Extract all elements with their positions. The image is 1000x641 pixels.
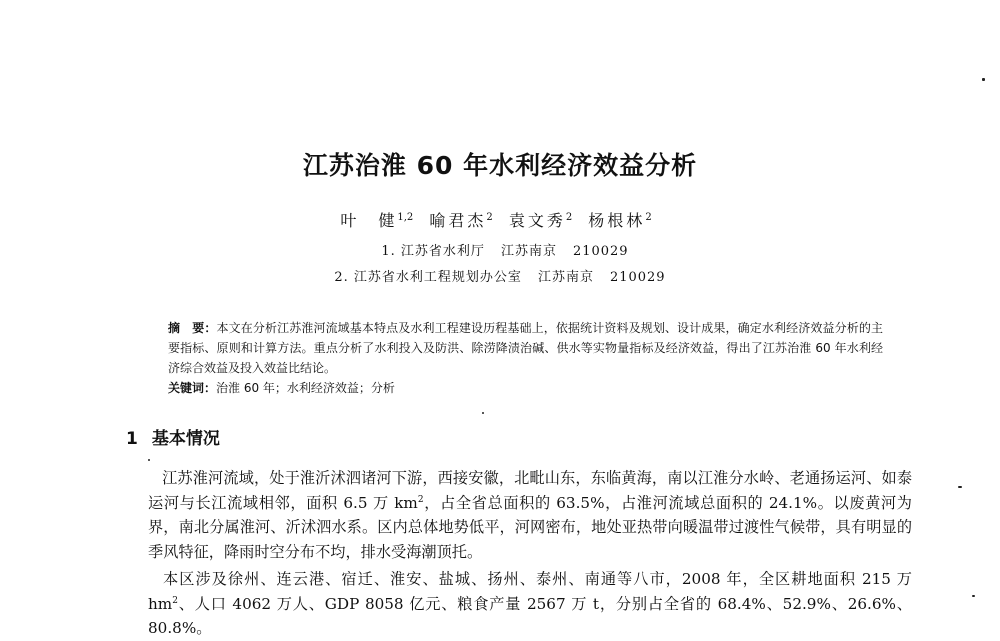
scan-speck [148, 459, 150, 461]
superscript: 2 [172, 595, 178, 606]
author-affiliation-mark: 1,2 [397, 211, 414, 223]
scan-speck [982, 78, 985, 81]
author-affiliation-mark: 2 [645, 211, 652, 223]
affiliation-city: 江苏南京 [537, 270, 594, 285]
paragraph-text: 、人口 4062 万人、GDP 8058 亿元、粮食产量 2567 万 t，分别占全省的 68.4%、52.9%、26.6%、80.8%。 [148, 594, 912, 637]
affiliation-zip: 210029 [609, 270, 666, 285]
paper-title: 江苏治淮 60 年水利经济效益分析 [302, 151, 698, 180]
affiliation-2 [0, 266, 1000, 285]
body-paragraph [148, 567, 912, 641]
section-title: 基本情况 [151, 429, 220, 449]
scan-speck [958, 486, 962, 488]
keywords-text: 治淮 60 年；水利经济效益；分析 [216, 381, 395, 395]
affiliation-label: 2. 江苏省水利工程规划办公室 [334, 270, 522, 285]
affiliation-label: 1. 江苏省水利厅 [381, 244, 485, 259]
author-affiliation-mark: 2 [486, 211, 493, 223]
author-name: 叶 健 [340, 211, 398, 230]
keywords [168, 378, 883, 398]
abstract-label: 摘 要： [168, 321, 217, 335]
author-affiliation-mark: 2 [565, 211, 573, 223]
affiliation-1 [0, 240, 1000, 259]
author-name: 袁文秀 [508, 211, 566, 230]
scan-speck [482, 412, 484, 414]
paragraph-text: ，占全省总面积的 63.5%，占淮河流域总面积的 24.1%。以废黄河为界，南北分属淮河、沂沭泗水系。区内总体地势低平，河网密布，地处亚热带向暖温带过渡性气候带，具有明显的季风特征，降雨时空分布不均，排水受海潮顶托。 [148, 493, 912, 561]
paragraph-text: 本区涉及徐州、连云港、宿迁、淮安、盐城、扬州、泰州、南通等八市，2008 年，全区耕地面积 215 万 hm [148, 570, 912, 613]
abstract [168, 318, 883, 378]
affiliation-zip: 210029 [572, 244, 629, 259]
affiliation-city: 江苏南京 [500, 244, 557, 259]
abstract-text: 本文在分析江苏淮河流域基本特点及水利工程建设历程基础上，依据统计资料及规划、设计成果，确定水利经济效益分析的主要指标、原则和计算方法。重点分析了水利投入及防洪、除涝降渍治碱、供水等实物量指标及经济效益，得出了江苏治淮 60 年水利经济综合效益及投入效益比结论。 [168, 321, 883, 375]
keywords-label: 关键词： [168, 381, 217, 395]
body-paragraph [148, 466, 912, 564]
author-name: 杨根林 [588, 211, 646, 230]
superscript: 2 [417, 494, 424, 505]
author-list [0, 208, 1000, 231]
author-name: 喻君杰 [429, 211, 487, 230]
section-heading [126, 424, 220, 449]
section-number: 1 [126, 429, 138, 449]
paragraph-text: 江苏淮河流域，处于淮沂沭泗诸河下游，西接安徽，北毗山东，东临黄海，南以江淮分水岭、老通扬运河、如泰运河与长江流域相邻，面积 6.5 万 km [148, 469, 912, 512]
scan-speck [972, 595, 975, 597]
